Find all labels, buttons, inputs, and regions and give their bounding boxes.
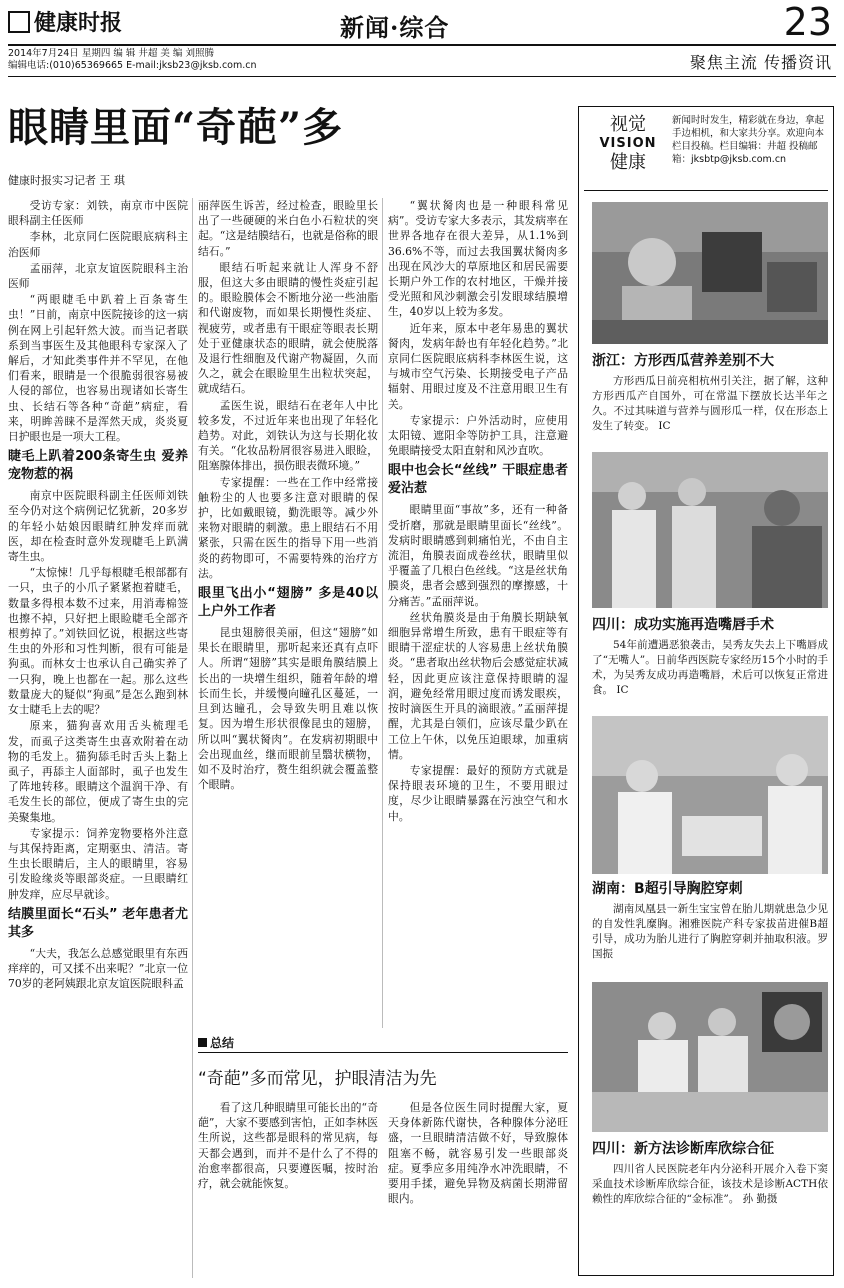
article-column-2 (198, 198, 378, 1028)
paragraph: “翼状胬肉也是一种眼科常见病”。受访专家大多表示，其发病率在世界各地存在很大差异，从1.1%到36.6%不等，而过去我国翼状胬肉多出现在风沙大的草原地区和居民需要长期户外工作的农村地区，干燥并接受光照和风沙刺激会引发眼球结膜增生，40岁以上较为多发。 (388, 199, 568, 319)
section-title: 新闻·综合 (340, 13, 450, 42)
paragraph: 李林，北京同仁医院眼底病科主治医师 (8, 230, 188, 259)
paragraph: 受访专家：刘铁，南京市中医院眼科副主任医师 (8, 199, 188, 228)
masthead-bottom-rule (8, 76, 836, 77)
caption-title: 浙江：方形西瓜营养差别不大 (592, 353, 774, 369)
summary-column-2: 但是各位医生同时提醒大家，夏天身体新陈代谢快，各种腺体分泌旺盛，一旦眼睛清洁做不好，导致腺体阻塞不畅，就容易引发一些眼部炎症。夏季应多用纯净水冲洗眼睛，不要用手揉，避免异物及病菌长期滞留眼内。 (388, 1101, 568, 1206)
caption-title: 湖南：B超引导胸腔穿刺 (592, 881, 743, 897)
paragraph: 丽萍医生诉苦，经过检查，眼睑里长出了一些硬硬的米白色小石粒状的突起。“这是结膜结石，也就是俗称的眼结石。” (198, 199, 378, 258)
paragraph: 孟医生说，眼结石在老年人中比较多发，不过近年来也出现了年轻化趋势。对此，刘铁认为这与长期化妆有关。“化妆品粉屑很容易进入眼睑，阻塞腺体排出，损伤眼表微环境。” (198, 398, 378, 473)
caption-body: 湖南凤凰县一新生宝宝曾在胎儿期就患急少见的自发性乳糜胸。湘雅医院产科专家拔苗进催B超引导，成功为胎儿进行了胸腔穿刺并抽取积液。罗国振 (592, 903, 828, 960)
article-column-3 (388, 198, 568, 1028)
subheading: 结膜里面长“石头” 老年患者尤其多 (8, 906, 188, 940)
paragraph: “大夫，我怎么总感觉眼里有东西痒痒的，可又揉不出来呢？”北京一位70岁的老阿姨跟北京友谊医院眼科孟 (8, 946, 188, 991)
photo-watermelon (592, 202, 828, 344)
paragraph: 专家提示：户外活动时，应使用太阳镜、遮阳伞等防护工具，注意避免眼睛接受太阳直射和风沙直吹。 (388, 413, 568, 458)
photo-surgery (592, 452, 828, 608)
vision-rule (584, 190, 828, 191)
subheading: 眼中也会长“丝线” 干眼症患者爱沾惹 (388, 463, 568, 497)
paragraph: 孟丽萍，北京友谊医院眼科主治医师 (8, 261, 188, 291)
article-column-1 (8, 198, 188, 1278)
paragraph: 专家提醒：最好的预防方式就是保持眼表环境的卫生，不要用眼过度，尽少让眼睛暴露在污浊空气和水中。 (388, 763, 568, 823)
column-divider (382, 198, 383, 1028)
paragraph: 南京中医院眼科副主任医师刘铁至今仍对这个病例记忆犹新，20多岁的年轻小姑娘因眼睛红肿发痒而就医，却在检查时意外发现睫毛上趴满寄生虫。 (8, 489, 188, 564)
issue-info: 2014年7月24日 星期四 编 辑 井超 美 编 刘照腾 (8, 48, 214, 59)
masthead-rule (8, 44, 836, 46)
summary-title: “奇葩”多而常见，护眼清洁为先 (198, 1069, 437, 1089)
article-byline: 健康时报实习记者 王 琪 (8, 174, 125, 187)
paragraph: 原来，猫狗喜欢用舌头梳理毛发，而虱子这类寄生虫喜欢附着在动物的毛发上。猫狗舔毛时舌头上黏上虱子，再舔主人面部时，虱子也发生了阵地转移。眼睛这个温润干净、有毛发生长的部位，便成了寄生虫的完美聚集地。 (8, 719, 188, 824)
square-bullet-icon (198, 1038, 207, 1047)
vision-title: 视觉 VISION 健康 (599, 114, 657, 173)
paragraph: “两眼睫毛中趴着上百条寄生虫！”日前，南京中医院接诊的这一病例在网上引起轩然大波。而当记者联系到当事医生及其他眼科专家深入了解后，才知此类事件并不罕见，在他们看来，眼睛是一个很脆弱很容易被人侵的部位，也容易出现诸如长寄生虫、长结石等各种“奇葩”病症，看来，明眸善睐不是浑然天成，炎炎夏日护眼也是一项大工程。 (8, 293, 188, 444)
column-divider (192, 198, 193, 1278)
summary-column-1: 看了这几种眼睛里可能长出的“奇葩”，大家不要感到害怕，正如李林医生所说，这些都是眼科的常见病，每天都会遇到，而并不是什么了不得的治愈率都很高，只要遵医嘱，按时治疗，就会就能恢复。 (198, 1101, 378, 1191)
summary-tag: 总结 (198, 1034, 234, 1051)
subheading: 眼里飞出小“翅膀” 多是40以上户外工作者 (198, 586, 378, 620)
newspaper-logo (8, 6, 122, 37)
contact-info: 编辑电话:(010)65369665 E-mail:jksb23@jksb.com.cn (8, 60, 257, 71)
photo-ultrasound (592, 716, 828, 874)
vision-note: 新闻时时发生，精彩就在身边，拿起手边相机，和大家共分享。欢迎向本栏目投稿。栏目编辑：井超 投稿邮箱：jksbtp@jksb.com.cn (672, 115, 825, 165)
paragraph: 丝状角膜炎是由于角膜长期缺氧细胞异常增生所致，患有干眼症等有眼睛干涩症状的人容易患上丝状角膜炎。“患者取出丝状物后会感觉症状减轻，因此更应该注意保持眼睛的湿润，避免经常用眼过度而诱发眼疾，按时滴医生开具的滴眼液。”孟丽萍提醒，尤其是白领们，应该尽量少趴在工位上午休，以免压迫眼球，加重病情。 (388, 610, 568, 761)
paragraph: 专家提醒：一些在工作中经常接触粉尘的人也要多注意对眼睛的保护，比如戴眼镜，勤洗眼等。减少外来物对眼睛的刺激。患上眼结石不用紧张，只需在医生的指导下用一些消炎的药物即可，不需要特殊的治疗方法。 (198, 475, 378, 580)
paragraph: 近年来，原本中老年易患的翼状胬肉，发病年龄也有年轻化趋势。”北京同仁医院眼底病科李林医生说，这与城市空气污染、长期接受电子产品辐射、用眼过度及不注意用眼卫生有关。 (388, 321, 568, 411)
summary-rule (198, 1052, 568, 1053)
caption-title: 四川：新方法诊断库欣综合征 (592, 1141, 774, 1157)
caption-body: 四川省人民医院老年内分泌科开展介入卷下窦采血技术诊断库欣综合征，该技术是诊断ACTH依赖性的库欣综合征的“金标准”。 孙 勤摄 (592, 1163, 828, 1205)
photo-diagnosis (592, 982, 828, 1132)
subheading: 睫毛上趴着200条寄生虫 爱养宠物惹的祸 (8, 449, 188, 483)
caption-body: 方形西瓜日前亮相杭州引关注，据了解，这种方形西瓜产自国外，可在常温下摆放长达半年之久。不过其味道与营养与圆形瓜一样，仅在形态上发生了转变。 IC (592, 375, 828, 432)
paragraph: “太惊悚！几乎每根睫毛根部都有一只，虫子的小爪子紧紧抱着睫毛，数量多得根本数不过来，用消毒棉签也擦不掉，只好把上眼睑睫毛全部齐根剪掉了。”刘铁回忆说，根据这些寄生虫的外形和习性判断，很有可能是狗虱。而林女士也承认自己确实养了一只狗，晚上也都在一起。那么这些数量庞大的疑似“狗虱”是怎么跑到林女士睫毛上去的呢？ (8, 566, 188, 717)
paragraph: 专家提示：饲养宠物要格外注意与其保持距离，定期驱虫、清洁。寄生虫长眼睛后，主人的眼睛里，容易引发睑缘炎等眼部炎症。一旦眼睛红肿发痒，应尽早就诊。 (8, 826, 188, 901)
section-slogan: 聚焦主流 传播资讯 (689, 53, 832, 72)
caption-title: 四川：成功实施再造嘴唇手术 (592, 617, 774, 633)
paragraph: 眼结石听起来就让人浑身不舒服，但这大多由眼睛的慢性炎症引起的。眼睑膜体会不断地分泌一些油脂和代谢废物，而如果长期慢性炎症、视疲劳，或者患有干眼症等眼表长期处于亚健康状态的眼睛，就会使脱落及退行性细胞及代谢产物凝固，久而久之，就会在眼睑里生出粒状突起，就成结石。 (198, 260, 378, 396)
paragraph: 昆虫翅膀很美丽，但这“翅膀”如果长在眼睛里，那听起来还真有点吓人。所谓“翅膀”其实是眼角膜结膜上长出的一块增生组织，随着年龄的增长而生长，并缓慢向瞳孔区蔓延，一旦到达瞳孔，会导致失明且难以恢复。因为增生形状很像昆虫的翅膀，所以叫“翼状胬肉”。在发病初期眼中会出现血丝，继而眼前呈翳状横物，如不及时治疗，赘生组织就会覆盖整个眼睛。 (198, 626, 378, 792)
logo-text: 健康时报 (34, 10, 123, 36)
logo-mark-icon (8, 11, 30, 33)
page-number: 23 (783, 0, 832, 44)
caption-body: 54年前遭遇恶狼袭击，吴秀友失去上下嘴唇成了“无嘴人”。日前华西医院专家经历15个小时的手术，为吴秀友成功再造嘴唇，术后可以恢复正常进食。 IC (592, 639, 828, 696)
article-headline: 眼睛里面“奇葩”多 (8, 104, 344, 151)
paragraph: 眼睛里面“事故”多，还有一种备受折磨，那就是眼睛里面长“丝线”。发病时眼睛感到刺痛怕光，不由自主流泪，角膜表面成卷丝状，眼睛里似乎覆盖了几根白色丝线。“这是丝状角膜炎，患者会感到强烈的摩擦感，十分痛苦。”孟丽萍说。 (388, 503, 568, 608)
